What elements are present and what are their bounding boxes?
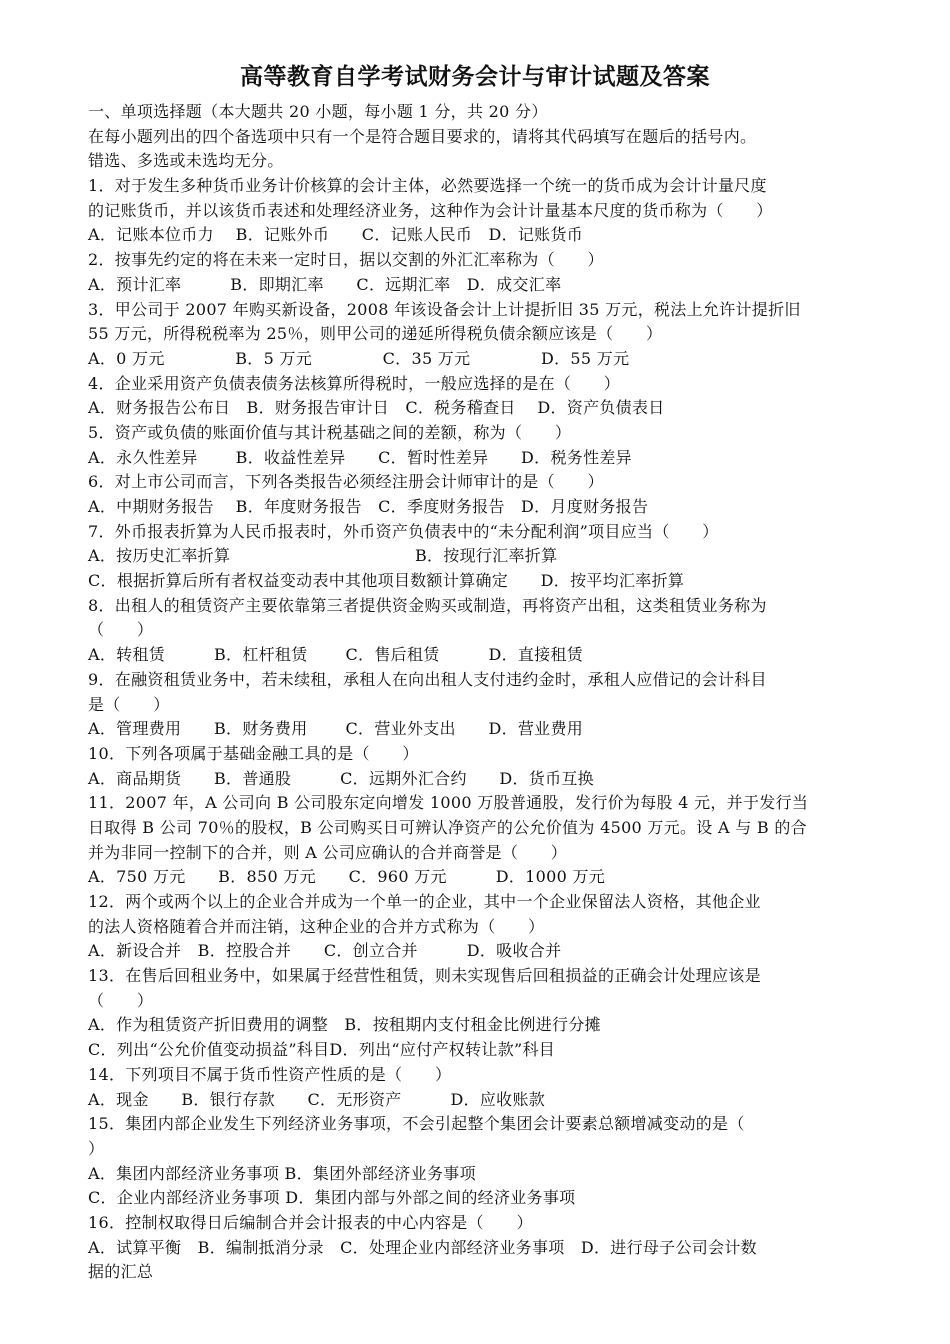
- answer-options-line: C．企业内部经济业务事项 D．集团内部与外部之间的经济业务事项: [88, 1188, 576, 1208]
- question-text-line: 2．按事先约定的将在未来一定时日，据以交割的外汇汇率称为（ ）: [88, 250, 604, 270]
- question-text-line: 55 万元，所得税税率为 25％，则甲公司的递延所得税负债余额应该是（ ）: [88, 324, 663, 344]
- question-text-line: 12．两个或两个以上的企业合并成为一个单一的企业，其中一个企业保留法人资格，其他企业: [88, 892, 761, 911]
- question-text-line: 6．对上市公司而言，下列各类报告必须经注册会计师审计的是（ ）: [88, 472, 604, 492]
- question-text-line: 10．下列各项属于基础金融工具的是（ ）: [88, 743, 419, 763]
- answer-options-line: A．新设合并 B．控股合并 C．创立合并 D．吸收合并: [88, 941, 562, 961]
- answer-options-line: A．管理费用 B．财务费用 C．营业外支出 D．营业费用: [88, 719, 584, 739]
- answer-options-line: A．按历史汇率折算 B．按现行汇率折算: [88, 546, 558, 566]
- answer-options-line: A．转租赁 B．杠杆租赁 C．售后租赁 D．直接租赁: [88, 645, 584, 665]
- instruction-line: 错选、多选或未选均无分。: [88, 151, 284, 171]
- question-text-line: 11．2007 年，A 公司向 B 公司股东定向增发 1000 万股普通股，发行价为每股 4 元，并于发行当: [88, 793, 809, 813]
- answer-options-line: A．记账本位币力 B．记账外币 C．记账人民币 D．记账货币: [88, 225, 584, 245]
- question-text-line: 7．外币报表折算为人民币报表时，外币资产负债表中的“未分配利润”项目应当（ ）: [88, 521, 719, 541]
- answer-options-line: A．永久性差异 B．收益性差异 C．暂时性差异 D．税务性差异: [88, 447, 632, 467]
- question-text-line: （ ）: [88, 990, 154, 1010]
- question-text-line: 据的汇总: [88, 1262, 154, 1282]
- question-text-line: 日取得 B 公司 70％的股权，B 公司购买日可辨认净资产的公允价值为 4500 万元。设 A 与 B 的合: [88, 817, 807, 837]
- question-text-line: 并为非同一控制下的合并，则 A 公司应确认的合并商誉是（ ）: [88, 842, 568, 862]
- question-text-line: 是（ ）: [88, 694, 170, 714]
- question-list: [88, 174, 888, 1285]
- answer-options-line: A．作为租赁资产折旧费用的调整 B．按租期内支付租金比例进行分摊: [88, 1015, 601, 1035]
- answer-options-line: A．预计汇率 B．即期汇率 C．远期汇率 D．成交汇率: [88, 274, 562, 294]
- question-text-line: （ ）: [88, 620, 154, 640]
- document-body: [88, 100, 888, 1285]
- answer-options-line: C．列出“公允价值变动损益”科目D．列出“应付产权转让款”科目: [88, 1040, 556, 1060]
- question-text-line: ）: [88, 1138, 105, 1158]
- question-text-line: 的法人资格随着合并而注销，这种企业的合并方式称为（ ）: [88, 916, 545, 936]
- question-text-line: 15．集团内部企业发生下列经济业务事项，不会引起整个集团会计要素总额增减变动的是（: [88, 1114, 745, 1134]
- answer-options-line: A．集团内部经济业务事项 B．集团外部经济业务事项: [88, 1163, 476, 1183]
- question-text-line: 14．下列项目不属于货币性资产性质的是（ ）: [88, 1064, 452, 1084]
- question-text-line: 5．资产或负债的账面价值与其计税基础之间的差额，称为（ ）: [88, 422, 572, 442]
- answer-options-line: A．试算平衡 B．编制抵消分录 C．处理企业内部经济业务事项 D．进行母子公司会计数: [88, 1237, 757, 1257]
- question-text-line: 4．企业采用资产负债表债务法核算所得税时，一般应选择的是在（ ）: [88, 373, 621, 393]
- instruction-line: 在每小题列出的四个备选项中只有一个是符合题目要求的，请将其代码填写在题后的括号内。: [88, 126, 757, 146]
- question-text-line: 1．对于发生多种货币业务计价核算的会计主体，必然要选择一个统一的货币成为会计计量尺度: [88, 176, 767, 196]
- answer-options-line: A．财务报告公布日 B．财务报告审计日 C．税务稽查日 D．资产负债表日: [88, 398, 665, 418]
- answer-options-line: A．750 万元 B．850 万元 C．960 万元 D．1000 万元: [88, 867, 606, 887]
- question-text-line: 的记账货币，并以该货币表述和处理经济业务，这种作为会计计量基本尺度的货币称为（ ）: [88, 200, 773, 220]
- section-heading: 一、单项选择题（本大题共 20 小题，每小题 1 分，共 20 分）: [88, 102, 548, 121]
- question-text-line: 3．甲公司于 2007 年购买新设备，2008 年该设备会计上计提折旧 35 万元，税法上允许计提折旧: [88, 299, 801, 319]
- answer-options-line: A．现金 B．银行存款 C．无形资产 D．应收账款: [88, 1089, 546, 1109]
- answer-options-line: C．根据折算后所有者权益变动表中其他项目数额计算确定 D．按平均汇率折算: [88, 571, 685, 591]
- question-text-line: 13．在售后回租业务中，如果属于经营性租赁，则未实现售后回租损益的正确会计处理应该是: [88, 966, 761, 986]
- answer-options-line: A．0 万元 B．5 万元 C．35 万元 D．55 万元: [88, 348, 630, 368]
- question-text-line: 9．在融资租赁业务中，若未续租，承租人在向出租人支付违约金时，承租人应借记的会计科目: [88, 669, 767, 689]
- question-text-line: 16．控制权取得日后编制合并会计报表的中心内容是（ ）: [88, 1212, 533, 1232]
- question-text-line: 8．出租人的租赁资产主要依靠第三者提供资金购买或制造，再将资产出租，这类租赁业务称为: [88, 595, 767, 615]
- answer-options-line: A．商品期货 B．普通股 C．远期外汇合约 D．货币互换: [88, 768, 594, 788]
- document-title: 高等教育自学考试财务会计与审计试题及答案: [240, 64, 710, 90]
- answer-options-line: A．中期财务报告 B．年度财务报告 C．季度财务报告 D．月度财务报告: [88, 497, 649, 516]
